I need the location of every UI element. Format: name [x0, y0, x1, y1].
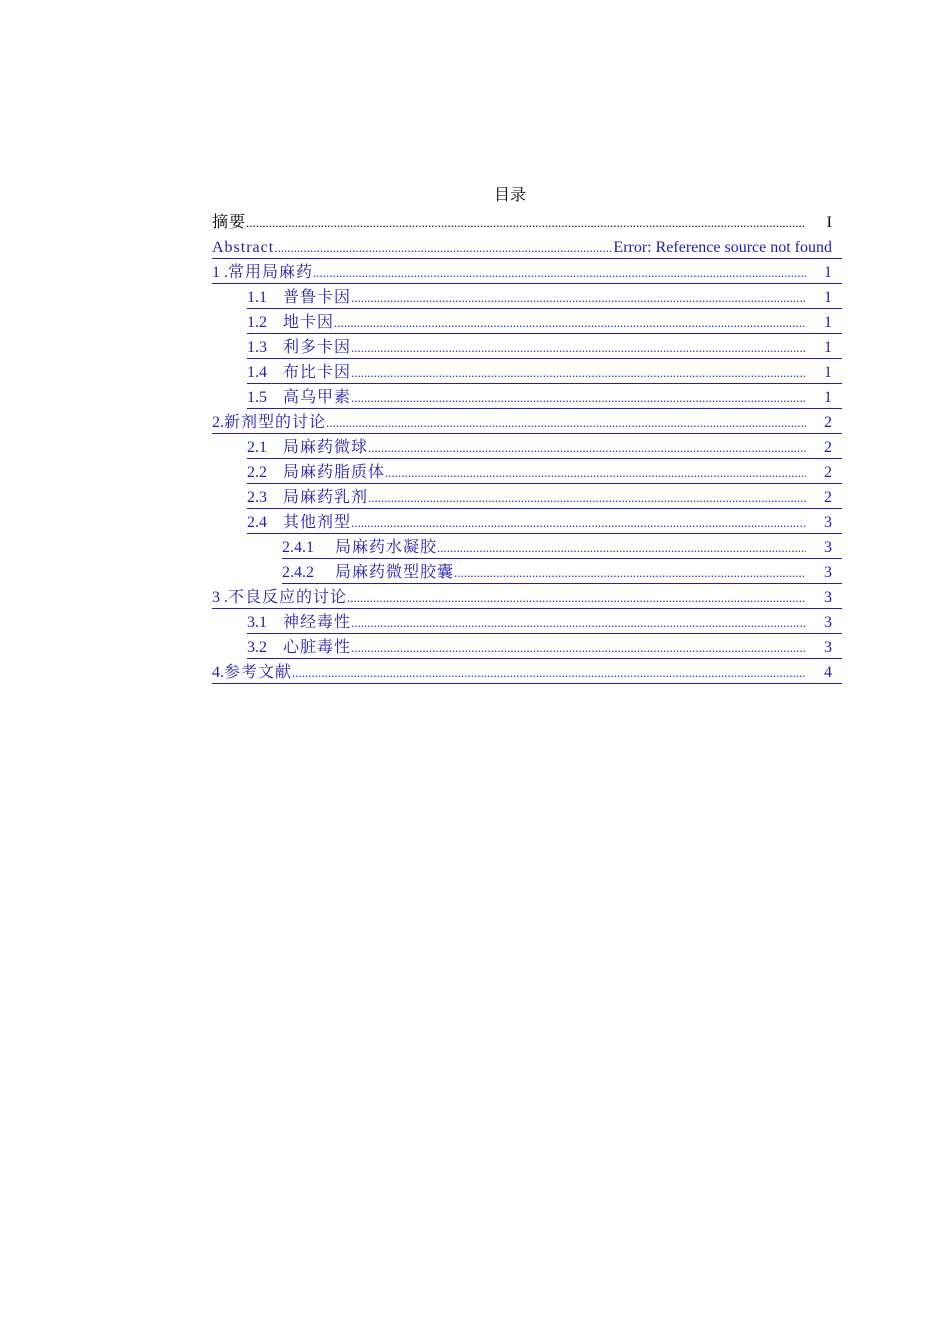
toc-entry-page: 2: [824, 414, 832, 431]
dot-leader: [351, 513, 806, 533]
dot-leader: [351, 363, 806, 383]
toc-entry-text: 参考文献: [224, 664, 293, 681]
dot-leader: [368, 438, 806, 458]
toc-entry-text: 地卡因: [283, 314, 335, 331]
toc-entry-number: 1 .: [212, 264, 228, 281]
toc-entry-section-2-4-1[interactable]: [212, 537, 842, 562]
toc-title: 目录: [493, 187, 526, 204]
toc-entry-page: 3: [824, 514, 832, 531]
toc-entry-text: 利多卡因: [283, 339, 352, 356]
dot-leader: [347, 588, 806, 608]
toc-entry-text: 高乌甲素: [283, 389, 352, 406]
toc-entry-section-1-4[interactable]: [212, 362, 842, 387]
toc-entry-page: 4: [824, 664, 832, 681]
toc-entry-number: 2.1: [247, 439, 267, 456]
toc-entry-text: 普鲁卡因: [283, 289, 352, 306]
toc-entry-number: 3 .: [212, 589, 228, 606]
dot-leader: [326, 413, 806, 433]
toc-entry-page: 2: [824, 464, 832, 481]
dot-leader: [454, 563, 806, 583]
toc-entry-page: 1: [824, 314, 832, 331]
toc-entry-section-2[interactable]: [212, 412, 842, 437]
toc-entry-section-3-1[interactable]: [212, 612, 842, 637]
toc-entry-number: 1.3: [247, 339, 267, 356]
toc-entry-text: Abstract: [212, 239, 275, 256]
toc-entry-section-2-2[interactable]: [212, 462, 842, 487]
toc-entry-number: 1.2: [247, 314, 267, 331]
toc-entry-section-2-4-2[interactable]: [212, 562, 842, 587]
dot-leader: [437, 538, 806, 558]
toc-entry-abstract-en[interactable]: [212, 237, 842, 262]
toc-entry-text: 心脏毒性: [283, 639, 352, 656]
dot-leader: [385, 463, 806, 483]
toc-entry-section-4[interactable]: [212, 662, 842, 687]
toc-entry-abstract-cn[interactable]: [212, 212, 842, 237]
dot-leader: [274, 238, 613, 258]
toc-entry-text: 局麻药微型胶囊: [335, 564, 455, 581]
toc-entry-page: 2: [824, 489, 832, 506]
toc-entry-section-1[interactable]: [212, 262, 842, 287]
toc-entry-section-2-3[interactable]: [212, 487, 842, 512]
toc-entry-number: 2.: [212, 414, 224, 431]
toc-entry-text: 局麻药微球: [283, 439, 369, 456]
toc-entry-text: 布比卡因: [283, 364, 352, 381]
toc-entry-section-1-5[interactable]: [212, 387, 842, 412]
toc-entry-number: 2.4: [247, 514, 267, 531]
toc-entry-number: 1.1: [247, 289, 267, 306]
toc-entry-page: 1: [824, 339, 832, 356]
toc-entry-text: 其他剂型: [283, 514, 352, 531]
toc-entry-text: 局麻药水凝胶: [335, 539, 438, 556]
dot-leader: [351, 288, 806, 308]
toc-entry-page: 1: [824, 264, 832, 281]
toc-entry-number: 4.: [212, 664, 224, 681]
toc-entry-text: 不良反应的讨论: [228, 589, 348, 606]
toc-entry-number: 1.5: [247, 389, 267, 406]
toc-entry-page: 3: [824, 589, 832, 606]
table-of-contents: [212, 212, 842, 687]
toc-entry-page: 2: [824, 439, 832, 456]
toc-entry-number: 3.2: [247, 639, 267, 656]
toc-entry-section-1-3[interactable]: [212, 337, 842, 362]
toc-entry-section-2-4[interactable]: [212, 512, 842, 537]
toc-entry-section-2-1[interactable]: [212, 437, 842, 462]
toc-entry-section-3[interactable]: [212, 587, 842, 612]
toc-entry-number: 2.2: [247, 464, 267, 481]
toc-entry-section-1-2[interactable]: [212, 312, 842, 337]
toc-entry-number: 2.4.1: [282, 539, 314, 556]
dot-leader: [351, 613, 806, 633]
toc-entry-number: 3.1: [247, 614, 267, 631]
toc-entry-page: 3: [824, 639, 832, 656]
dot-leader: [351, 638, 806, 658]
toc-entry-page: 3: [824, 564, 832, 581]
toc-entry-page: 1: [824, 389, 832, 406]
toc-entry-number: 2.3: [247, 489, 267, 506]
toc-entry-page: I: [826, 214, 832, 231]
toc-entry-text: 局麻药脂质体: [283, 464, 386, 481]
toc-entry-text: 神经毒性: [283, 614, 352, 631]
dot-leader: [351, 388, 806, 408]
dot-leader: [246, 213, 806, 233]
toc-entry-page: Error: Reference source not found: [613, 239, 832, 256]
toc-entry-section-1-1[interactable]: [212, 287, 842, 312]
toc-entry-page: 3: [824, 614, 832, 631]
toc-entry-text: 常用局麻药: [228, 264, 314, 281]
dot-leader: [368, 488, 806, 508]
dot-leader: [351, 338, 806, 358]
toc-entry-number: 1.4: [247, 364, 267, 381]
toc-entry-page: 3: [824, 539, 832, 556]
dot-leader: [334, 313, 806, 333]
dot-leader: [292, 663, 806, 683]
toc-entry-text: 新剂型的讨论: [224, 414, 327, 431]
toc-entry-text: 摘要: [212, 214, 247, 231]
toc-entry-section-3-2[interactable]: [212, 637, 842, 662]
dot-leader: [313, 263, 806, 283]
toc-entry-page: 1: [824, 289, 832, 306]
toc-entry-text: 局麻药乳剂: [283, 489, 369, 506]
toc-entry-page: 1: [824, 364, 832, 381]
toc-entry-number: 2.4.2: [282, 564, 314, 581]
